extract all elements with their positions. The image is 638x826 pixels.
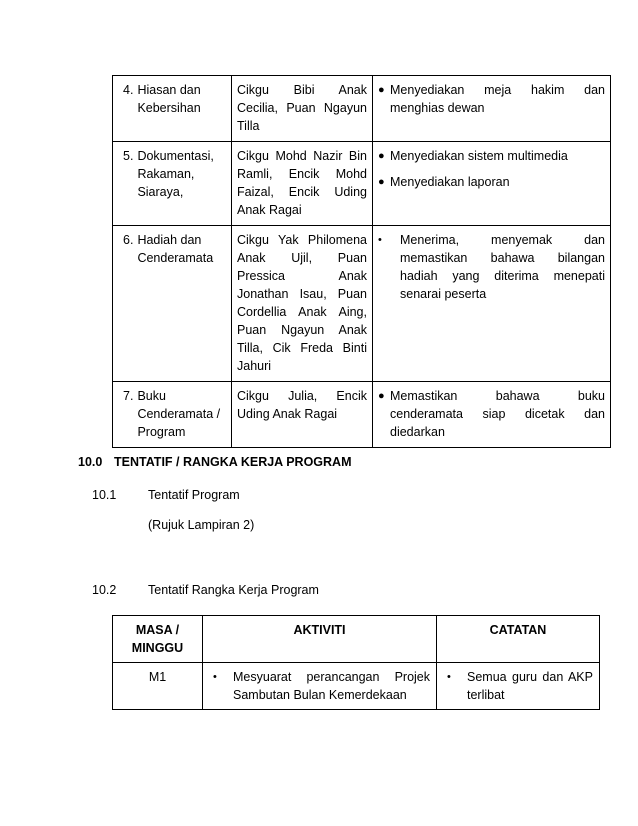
aktiviti-cell: [203, 663, 437, 710]
header-catatan: CATATAN: [437, 616, 600, 663]
table-row: [113, 382, 611, 448]
table-row: [113, 142, 611, 226]
committee-name: Buku Cenderamata / Program: [137, 389, 221, 439]
task-item: Menyediakan laporan: [390, 175, 510, 189]
section-title: TENTATIF / RANGKA KERJA PROGRAM: [114, 455, 352, 469]
bullet-icon: ●: [378, 84, 385, 96]
catatan-text: Semua guru dan AKP terlibat: [467, 670, 593, 702]
catatan-cell: [437, 663, 600, 710]
committee-tasks: [373, 142, 611, 226]
committee-name-cell: [113, 226, 232, 382]
section-heading: [78, 455, 352, 469]
schedule-table: [112, 615, 600, 710]
note-text: (Rujuk Lampiran 2): [148, 518, 255, 532]
committee-members: Cikgu Bibi Anak Cecilia, Puan Ngayun Tilla: [232, 76, 373, 142]
committee-name-cell: [113, 142, 232, 226]
bullet-icon: •: [447, 671, 451, 683]
committee-members: Cikgu Julia, Encik Uding Anak Ragai: [232, 382, 373, 448]
committee-tasks: [373, 382, 611, 448]
committee-name: Hadiah dan Cenderamata: [137, 233, 214, 265]
row-number: 6.: [123, 233, 134, 247]
task-item: Menyediakan sistem multimedia: [390, 149, 568, 163]
table-row: [113, 663, 600, 710]
row-number: 5.: [123, 149, 134, 163]
committee-name: Hiasan dan Kebersihan: [137, 83, 201, 115]
row-number: 4.: [123, 83, 134, 97]
bullet-icon: ●: [378, 176, 385, 188]
committee-name-cell: [113, 382, 232, 448]
committee-members: Cikgu Yak Philomena Anak Ujil, Puan Pressica Anak Jonathan Isau, Puan Cordellia Anak Aing, Puan Ngayun Anak Tilla, Cik Freda Binti Jahuri: [232, 226, 373, 382]
committee-name: Dokumentasi, Rakaman, Siaraya,: [137, 149, 214, 199]
subsection-number: 10.2: [92, 583, 117, 597]
aktiviti-text: Mesyuarat perancangan Projek Sambutan Bulan Kemerdekaan: [233, 670, 430, 702]
header-masa: MASA / MINGGU: [113, 616, 203, 663]
bullet-icon: •: [213, 671, 217, 683]
table-row: [113, 226, 611, 382]
row-number: 7.: [123, 389, 134, 403]
header-aktiviti: AKTIVITI: [203, 616, 437, 663]
table-header-row: [113, 616, 600, 663]
section-number: 10.0: [78, 455, 103, 469]
subsection-number: 10.1: [92, 488, 117, 502]
bullet-icon: ●: [378, 150, 385, 162]
task-item: Menyediakan meja hakim dan menghias dewan: [390, 83, 605, 115]
task-item: Menerima, menyemak dan memastikan bahawa bilangan hadiah yang diterima menepati senarai peserta: [400, 233, 605, 301]
bullet-icon: ●: [378, 390, 385, 402]
bullet-icon: •: [378, 234, 382, 246]
task-item: Memastikan bahawa buku cenderamata siap dicetak dan diedarkan: [390, 389, 605, 439]
subsection-title: Tentatif Program: [148, 488, 240, 502]
committee-members: Cikgu Mohd Nazir Bin Ramli, Encik Mohd Faizal, Encik Uding Anak Ragai: [232, 142, 373, 226]
committee-table: [112, 75, 611, 448]
masa-cell: M1: [113, 663, 203, 710]
subsection-title: Tentatif Rangka Kerja Program: [148, 583, 319, 597]
table-row: [113, 76, 611, 142]
committee-tasks: [373, 226, 611, 382]
committee-tasks: [373, 76, 611, 142]
committee-name-cell: [113, 76, 232, 142]
